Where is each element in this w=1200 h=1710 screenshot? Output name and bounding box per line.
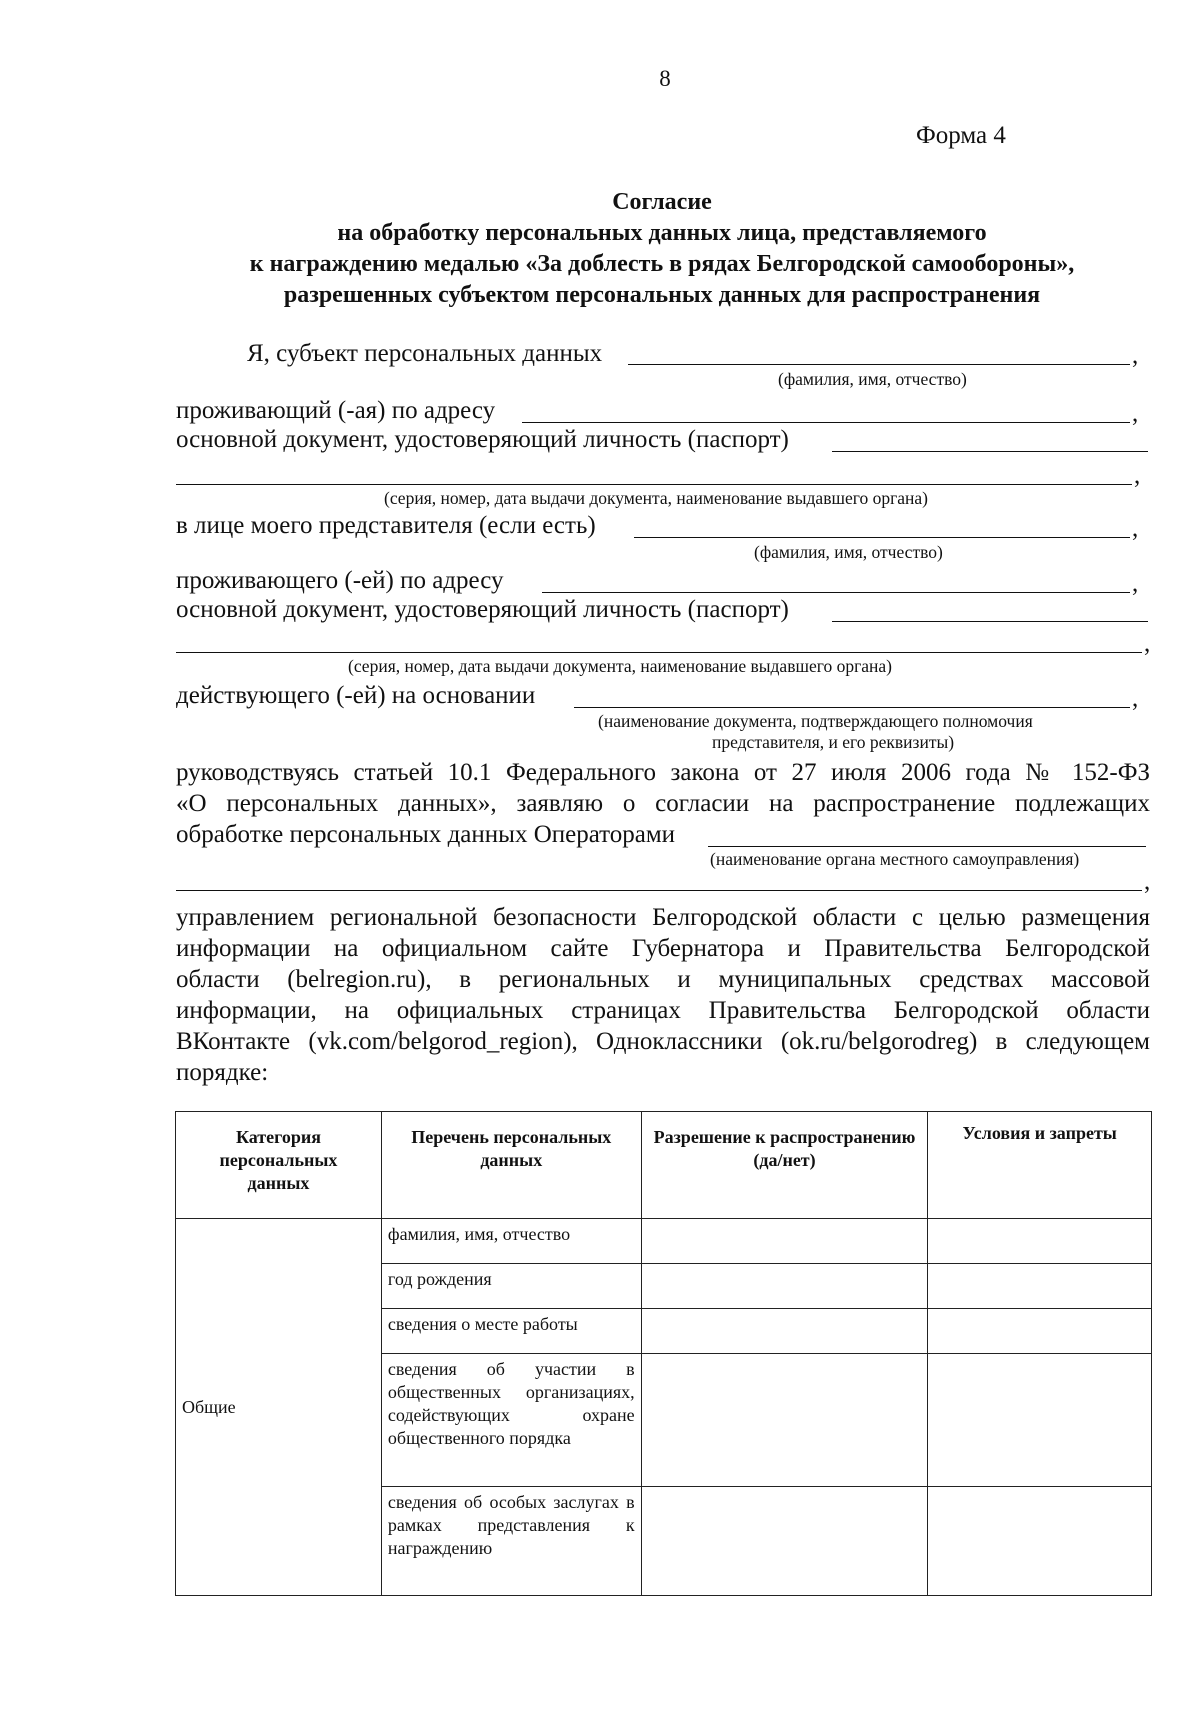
title-line-2: на обработку персональных данных лица, представляемого (337, 220, 987, 246)
purpose-line-2: информации на официальном сайте Губернатора и Правительства Белгородской (176, 935, 1150, 962)
permission-cell[interactable] (641, 1309, 928, 1354)
category-cell: Общие (176, 1219, 382, 1596)
address-field[interactable] (522, 422, 1130, 423)
representative-label: в лице моего представителя (если есть) (176, 512, 596, 539)
conditions-cell[interactable] (928, 1219, 1152, 1264)
basis-hint-line-2: представителя, и его реквизиты) (712, 732, 955, 752)
permission-cell[interactable] (641, 1487, 928, 1596)
comma: , (1132, 570, 1139, 597)
conditions-cell[interactable] (928, 1354, 1152, 1487)
conditions-cell[interactable] (928, 1309, 1152, 1354)
law-line-3: обработке персональных данных Операторами (176, 821, 676, 848)
purpose-line-6: порядке: (176, 1059, 269, 1086)
title-line-4: разрешенных субъектом персональных данных для распространения (283, 282, 1041, 308)
passport-hint: (серия, номер, дата выдачи документа, наименование выдавшего органа) (384, 488, 928, 508)
permission-cell[interactable] (641, 1354, 928, 1487)
table-cell-item: сведения об участии в общественных организациях, содействующих охране общественного порядка (381, 1354, 641, 1487)
conditions-cell[interactable] (928, 1264, 1152, 1309)
subject-name-field[interactable] (628, 364, 1130, 365)
basis-label: действующего (-ей) на основании (176, 682, 536, 709)
permission-cell[interactable] (641, 1264, 928, 1309)
rep-passport-label: основной документ, удостоверяющий личность (паспорт) (176, 596, 789, 623)
basis-field[interactable] (574, 707, 1130, 708)
rep-passport-hint: (серия, номер, дата выдачи документа, наименование выдавшего органа) (348, 656, 892, 676)
header-list: Перечень персональных данных (381, 1112, 641, 1219)
document-title (160, 187, 1164, 311)
comma: , (1132, 515, 1139, 542)
representative-name-field[interactable] (634, 537, 1130, 538)
permission-cell[interactable] (641, 1219, 928, 1264)
comma: , (1144, 868, 1151, 895)
table-header-row (176, 1112, 1152, 1219)
passport-field-continued[interactable] (176, 484, 1132, 485)
rep-passport-field[interactable] (832, 621, 1148, 622)
comma: , (1134, 462, 1141, 489)
form-label: Форма 4 (916, 122, 1006, 149)
law-line-2: «О персональных данных», заявляю о согласии на распространение подлежащих (176, 790, 1150, 817)
passport-label: основной документ, удостоверяющий личность (паспорт) (176, 426, 789, 453)
comma: , (1132, 685, 1139, 712)
operator-field[interactable] (708, 846, 1146, 847)
address-label: проживающий (-ая) по адресу (176, 397, 496, 424)
subject-label: Я, субъект персональных данных (247, 340, 603, 367)
purpose-line-4: информации, на официальных страницах Правительства Белгородской области (176, 997, 1150, 1024)
table-cell-item: сведения о месте работы (381, 1309, 641, 1354)
basis-hint-line-1: (наименование документа, подтверждающего полномочия (598, 711, 1033, 731)
table-cell-item: сведения об особых заслугах в рамках представления к награждению (381, 1487, 641, 1596)
representative-name-hint: (фамилия, имя, отчество) (754, 542, 943, 562)
consent-table (175, 1111, 1152, 1596)
purpose-line-5: ВКонтакте (vk.com/belgorod_region), Одноклассники (ok.ru/belgorodreg) в следующем (176, 1028, 1150, 1055)
law-paragraph (176, 757, 1150, 819)
law-line-1: руководствуясь статьей 10.1 Федерального закона от 27 июля 2006 года № 152-ФЗ (176, 759, 1150, 786)
subject-name-hint: (фамилия, имя, отчество) (778, 369, 967, 389)
rep-passport-field-continued[interactable] (176, 652, 1142, 653)
header-permission: Разрешение к распространению (да/нет) (641, 1112, 928, 1219)
comma: , (1144, 630, 1151, 657)
header-category: Категория персональных данных (176, 1112, 382, 1219)
passport-field[interactable] (832, 451, 1148, 452)
title-line-3: к награждению медалью «За доблесть в рядах Белгородской самообороны», (249, 251, 1075, 277)
operator-field-continued[interactable] (176, 890, 1142, 891)
rep-address-label: проживающего (-ей) по адресу (176, 567, 504, 594)
table-row (176, 1219, 1152, 1264)
table-cell-item: год рождения (381, 1264, 641, 1309)
table-cell-item: фамилия, имя, отчество (381, 1219, 641, 1264)
purpose-line-3: области (belregion.ru), в региональных и муниципальных средствах массовой (176, 966, 1150, 993)
title-line-1: Согласие (612, 189, 712, 215)
rep-address-field[interactable] (542, 592, 1130, 593)
header-conditions: Условия и запреты (928, 1112, 1152, 1219)
conditions-cell[interactable] (928, 1487, 1152, 1596)
comma: , (1132, 400, 1139, 427)
purpose-paragraph (176, 902, 1150, 1088)
operator-hint: (наименование органа местного самоуправления) (710, 849, 1080, 869)
page-number: 8 (659, 66, 671, 91)
purpose-line-1: управлением региональной безопасности Белгородской области с целью размещения (176, 904, 1150, 931)
comma: , (1132, 342, 1139, 369)
